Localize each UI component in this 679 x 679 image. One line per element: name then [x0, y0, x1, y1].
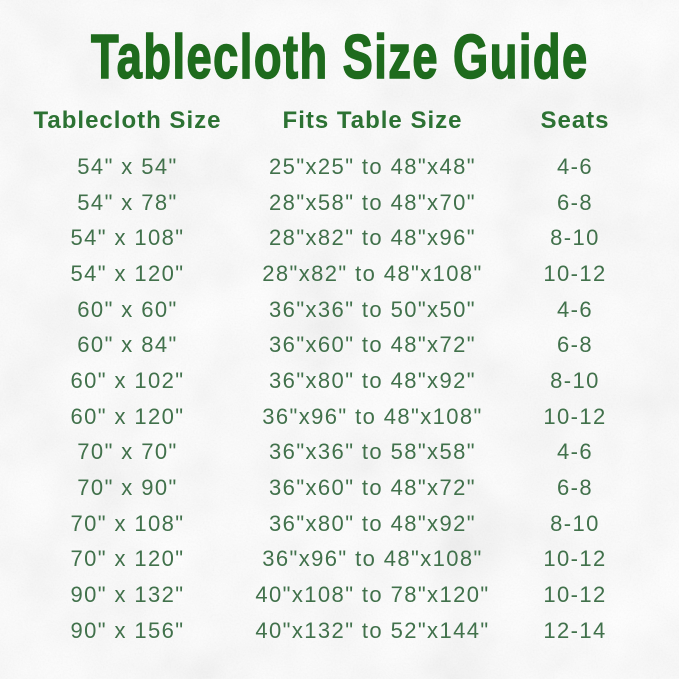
- page-title: Tablecloth Size Guide: [90, 22, 589, 92]
- table-row: [0, 542, 660, 578]
- seats-cell: 4-6: [557, 439, 593, 465]
- fits-table-size-cell: 36"x96" to 48"x108": [262, 546, 483, 572]
- seats-cell: 10-12: [543, 546, 607, 572]
- table-row: [0, 577, 660, 613]
- column-header-seats: Seats: [540, 107, 610, 134]
- fits-table-size-cell: 28"x58" to 48"x70": [269, 189, 476, 215]
- tablecloth-size-cell: 90" x 156": [70, 617, 185, 643]
- seats-cell: 10-12: [543, 260, 607, 286]
- seats-cell: 4-6: [557, 153, 593, 179]
- fits-table-size-cell: 25"x25" to 48"x48": [269, 153, 476, 179]
- table-row: [0, 506, 660, 542]
- seats-cell: 4-6: [557, 296, 593, 322]
- fits-table-size-cell: 36"x80" to 48"x92": [269, 367, 476, 393]
- tablecloth-size-cell: 70" x 90": [77, 475, 178, 501]
- seats-cell: 6-8: [557, 189, 593, 215]
- tablecloth-size-cell: 90" x 132": [70, 582, 185, 608]
- table-row: [0, 256, 660, 292]
- seats-cell: 12-14: [543, 617, 607, 643]
- tablecloth-size-cell: 60" x 120": [70, 403, 185, 429]
- table-row: [0, 435, 660, 471]
- fits-table-size-cell: 36"x36" to 58"x58": [269, 439, 476, 465]
- seats-cell: 8-10: [550, 367, 600, 393]
- fits-table-size-cell: 28"x82" to 48"x108": [262, 260, 483, 286]
- table-row: [0, 220, 660, 256]
- seats-cell: 6-8: [557, 332, 593, 358]
- tablecloth-size-cell: 54" x 54": [77, 153, 178, 179]
- tablecloth-size-cell: 60" x 60": [77, 296, 178, 322]
- column-header-tablecloth-size: Tablecloth Size: [33, 107, 222, 134]
- fits-table-size-cell: 36"x36" to 50"x50": [269, 296, 476, 322]
- fits-table-size-cell: 40"x108" to 78"x120": [255, 582, 490, 608]
- tablecloth-size-cell: 54" x 78": [77, 189, 178, 215]
- table-row: [0, 292, 660, 328]
- seats-cell: 6-8: [557, 475, 593, 501]
- table-body: [0, 149, 660, 649]
- seats-cell: 10-12: [543, 582, 607, 608]
- table-row: [0, 613, 660, 649]
- seats-cell: 10-12: [543, 403, 607, 429]
- table-row: [0, 399, 660, 435]
- fits-table-size-cell: 36"x96" to 48"x108": [262, 403, 483, 429]
- fits-table-size-cell: 40"x132" to 52"x144": [255, 617, 490, 643]
- fits-table-size-cell: 36"x80" to 48"x92": [269, 510, 476, 536]
- table-row: [0, 149, 660, 185]
- seats-cell: 8-10: [550, 225, 600, 251]
- table-row: [0, 185, 660, 221]
- tablecloth-size-cell: 70" x 108": [70, 510, 185, 536]
- tablecloth-size-cell: 54" x 120": [70, 260, 185, 286]
- column-header-fits-table-size: Fits Table Size: [282, 107, 463, 134]
- tablecloth-size-cell: 70" x 70": [77, 439, 178, 465]
- table-row: [0, 470, 660, 506]
- table-header-row: [0, 103, 660, 139]
- fits-table-size-cell: 36"x60" to 48"x72": [269, 475, 476, 501]
- title-bar: [0, 14, 679, 100]
- table-row: [0, 363, 660, 399]
- tablecloth-size-cell: 70" x 120": [70, 546, 185, 572]
- seats-cell: 8-10: [550, 510, 600, 536]
- tablecloth-size-cell: 60" x 102": [70, 367, 185, 393]
- fits-table-size-cell: 28"x82" to 48"x96": [269, 225, 476, 251]
- tablecloth-size-cell: 60" x 84": [77, 332, 178, 358]
- table-row: [0, 327, 660, 363]
- fits-table-size-cell: 36"x60" to 48"x72": [269, 332, 476, 358]
- tablecloth-size-cell: 54" x 108": [70, 225, 185, 251]
